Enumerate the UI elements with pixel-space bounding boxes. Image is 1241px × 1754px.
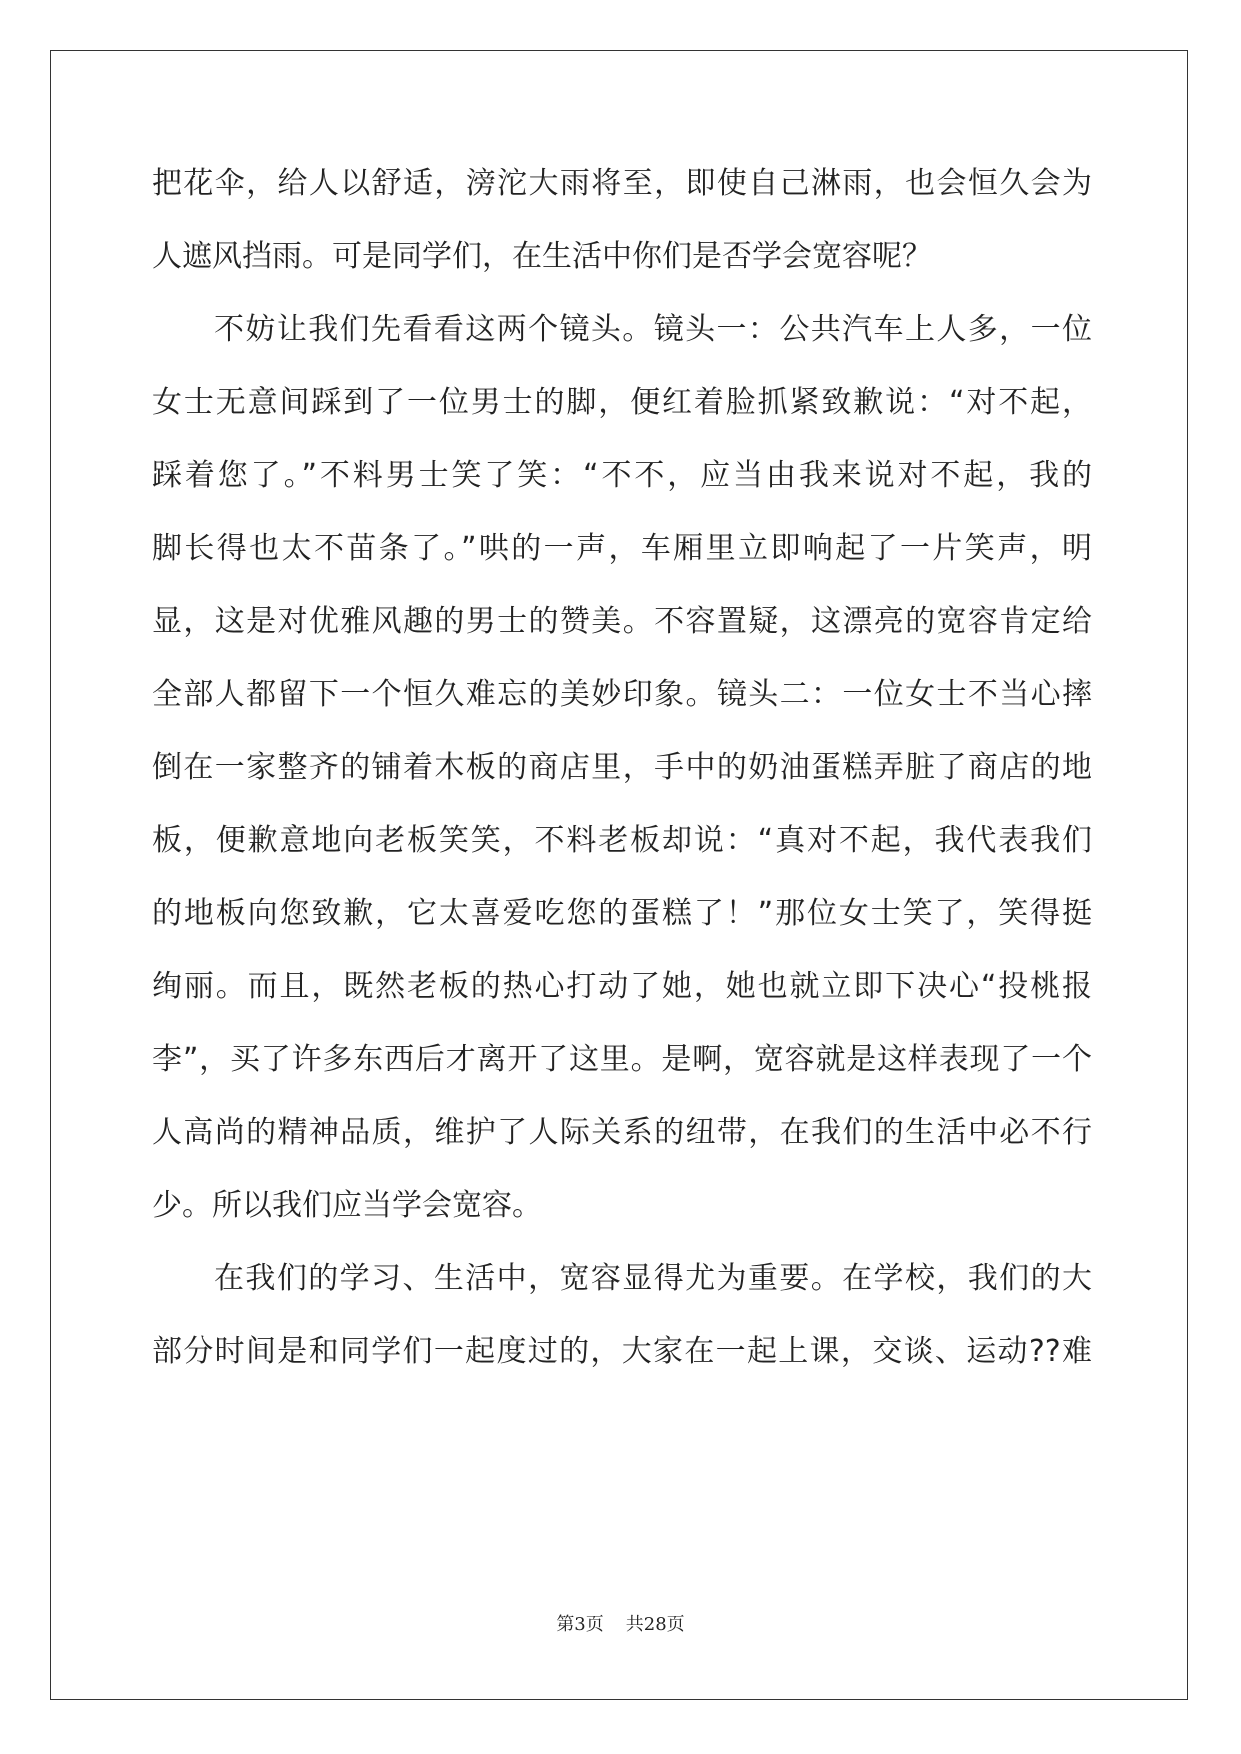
page-footer <box>0 1610 1241 1636</box>
text-line: 踩着您了。”不料男士笑了笑：“不不，应当由我来说对不起，我的 <box>152 458 1092 493</box>
text-line: 倒在一家整齐的铺着木板的商店里，手中的奶油蛋糕弄脏了商店的地 <box>152 750 1092 785</box>
text-line: 部分时间是和同学们一起度过的，大家在一起上课，交谈、运动??难 <box>152 1334 1092 1369</box>
text-line: 脚长得也太不苗条了。”哄的一声，车厢里立即响起了一片笑声，明 <box>152 531 1092 566</box>
text-line: 不妨让我们先看看这两个镜头。镜头一：公共汽车上人多，一位 <box>214 312 1092 347</box>
text-line: 人高尚的精神品质，维护了人际关系的纽带，在我们的生活中必不行 <box>152 1115 1092 1150</box>
page-total: 共28页 <box>625 1614 685 1635</box>
text-line: 板，便歉意地向老板笑笑，不料老板却说：“真对不起，我代表我们 <box>152 823 1092 858</box>
page-number: 第3页 <box>556 1614 604 1635</box>
text-line: 把花伞，给人以舒适，滂沱大雨将至，即使自己淋雨，也会恒久会为 <box>152 166 1092 201</box>
text-line: 全部人都留下一个恒久难忘的美妙印象。镜头二：一位女士不当心摔 <box>152 677 1092 712</box>
text-line: 人遮风挡雨。可是同学们，在生活中你们是否学会宽容呢？ <box>152 239 932 274</box>
page-border <box>50 50 1188 1700</box>
text-line: 李”，买了许多东西后才离开了这里。是啊，宽容就是这样表现了一个 <box>152 1042 1092 1077</box>
text-line: 女士无意间踩到了一位男士的脚，便红着脸抓紧致歉说：“对不起， <box>152 385 1092 420</box>
text-line: 在我们的学习、生活中，宽容显得尤为重要。在学校，我们的大 <box>214 1261 1092 1296</box>
text-line: 少。所以我们应当学会宽容。 <box>152 1188 542 1223</box>
text-line: 显，这是对优雅风趣的男士的赞美。不容置疑，这漂亮的宽容肯定给 <box>152 604 1092 639</box>
text-line: 的地板向您致歉，它太喜爱吃您的蛋糕了！”那位女士笑了，笑得挺 <box>152 896 1092 931</box>
text-line: 绚丽。而且，既然老板的热心打动了她，她也就立即下决心“投桃报 <box>152 969 1092 1004</box>
